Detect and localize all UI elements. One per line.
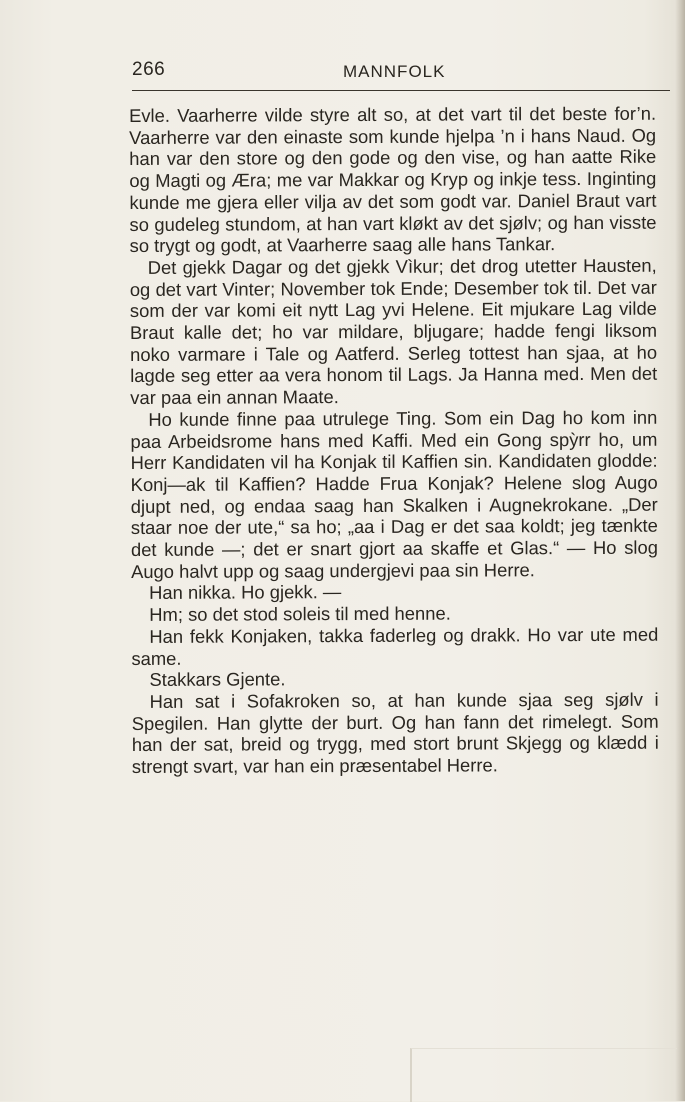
page-edge-shadow — [675, 0, 685, 1101]
page-fold-mark — [410, 1048, 677, 1102]
paragraph-8: Han sat i Sofakroken so, at han kunde sjaa seg sjølv i Spegilen. Han glytte der burt. Og han fann det rimelegt. Som han der sat, breid og trygg, med stort brunt Skjegg og klædd i strengt svart, var han ein præsentabel Herre. — [131, 688, 659, 778]
page-header — [132, 56, 670, 91]
body-text — [129, 103, 659, 778]
paragraph-3: Ho kunde finne paa utrulege Ting. Som ein Dag ho kom inn paa Arbeidsrome hans med Kaffi. Med ein Gong spỳrr ho, um Herr Kandidaten vil ha Konjak til Kaffien sin. Kandidaten glodde: Konj—ak til Kaffien? Hadde Frua Konjak? Helene slog Augo djupt ned, og endaa saag han Skalken i Augnekrokane. „Der staar noe der ute,“ sa ho; „aa i Dag er det saa koldt; jeg tænkte det kunde —; det er snart gjort aa skaffe et Glas.“ — Ho slog Augo halvt upp og saag undergjevi paa sin Herre. — [130, 406, 658, 582]
running-head: MANNFOLK — [343, 62, 446, 81]
paragraph-2: Det gjekk Dagar og det gjekk Vìkur; det drog utetter Hausten, og det vart Vinter; November tok Ende; Desember tok til. Det var som der var komi eit nytt Lag yvi Helene. Eit mjukare Lag vilde Braut kalle det; ho var mildare, bljugare; hadde fengi liksom noko varmare i Tale og Aatferd. Serleg tottest han sjaa, at ho lagde seg etter aa vera honom til Lags. Ja Hanna med. Men det var paa ein annan Maate. — [129, 254, 658, 409]
page-number: 266 — [132, 59, 166, 80]
paragraph-5: Hm; so det stod soleis til med henne. — [149, 602, 451, 626]
paragraph-4: Han nikka. Ho gjekk. — — [149, 581, 342, 604]
paragraph-7: Stakkars Gjente. — [149, 668, 286, 691]
paragraph-1: Evle. Vaarherre vilde styre alt so, at det vart til det beste for’n. Vaarherre var den einaste som kunde hjelpa ’n i hans Naud. Og han var den store og den gode og den vise, og han aatte Rike og Magti og Æra; me var Makkar og Kryp og inkje tess. Inginting kunde me gjera eller vilja av det som godt var. Daniel Braut vart so gudeleg stundom, at han vart kløkt av det sjølv; og han visste so trygt og godt, at Vaarherre saag alle hans Tankar. — [129, 102, 657, 257]
paragraph-6: Han fekk Konjaken, takka faderleg og drakk. Ho var ute med same. — [131, 623, 659, 669]
